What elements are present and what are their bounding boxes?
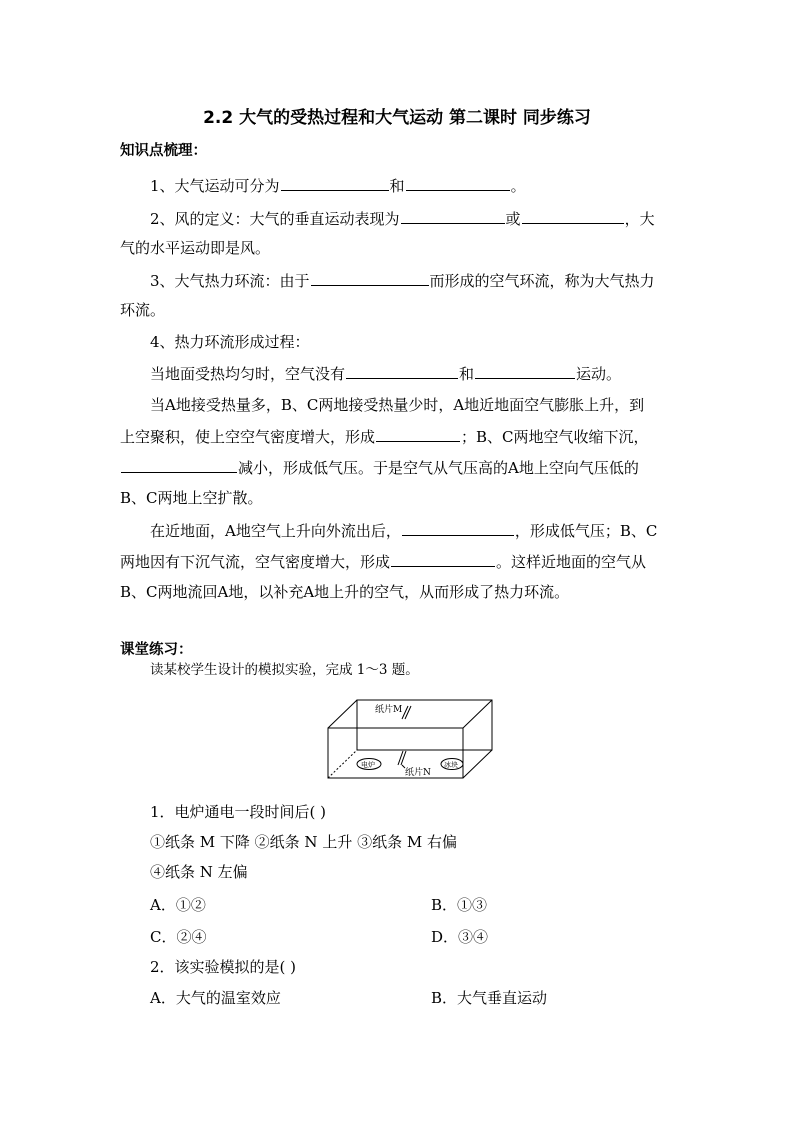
blank-4f bbox=[391, 551, 495, 567]
knowledge-item-4-p2-line4: B、C两地上空扩散。 bbox=[120, 489, 263, 507]
practice-q2-stem: 2．该实验模拟的是( ) bbox=[150, 958, 297, 976]
blank-4e bbox=[402, 520, 514, 536]
blank-4c bbox=[376, 426, 460, 442]
blank-4b bbox=[475, 363, 575, 379]
practice-q1-stem: 1．电炉通电一段时间后( ) bbox=[150, 803, 327, 821]
page-title: 2.2 大气的受热过程和大气运动 第二课时 同步练习 bbox=[203, 108, 591, 128]
paper-m bbox=[402, 706, 408, 719]
knowledge-item-4-p3-line1: 在近地面，A地空气上升向外流出后， ，形成低气压；B、C bbox=[150, 522, 658, 540]
practice-q1-choice-d[interactable]: D．③④ bbox=[431, 928, 489, 946]
knowledge-item-4-p3-line3: B、C两地流回A地，以补充A地上升的空气，从而形成了热力环流。 bbox=[120, 583, 570, 601]
section-heading-knowledge: 知识点梳理： bbox=[120, 142, 207, 159]
knowledge-item-4-p2-line2: 上空聚积，使上空空气密度增大，形成 ；B、C两地空气收缩下沉， bbox=[120, 428, 649, 446]
practice-q1-options-line1: ①纸条 M 下降 ②纸条 N 上升 ③纸条 M 右偏 bbox=[150, 833, 457, 851]
practice-q2-choice-b[interactable]: B．大气垂直运动 bbox=[431, 989, 548, 1007]
practice-intro: 读某校学生设计的模拟实验，完成 1～3 题。 bbox=[150, 662, 419, 678]
practice-q1-choice-c[interactable]: C．②④ bbox=[150, 928, 207, 946]
label-paper-m: 纸片M bbox=[375, 705, 403, 715]
section-heading-practice: 课堂练习： bbox=[120, 641, 193, 658]
knowledge-item-1: 1、大气运动可分为 和 。 bbox=[150, 177, 526, 195]
blank-1a bbox=[281, 175, 389, 191]
knowledge-item-4-p2-line3: 减小，形成低气压。于是空气从气压高的A地上空向气压低的 bbox=[120, 457, 639, 478]
blank-2a bbox=[401, 208, 505, 224]
knowledge-item-2-line2: 气的水平运动即是风。 bbox=[120, 239, 271, 257]
box-front-face bbox=[328, 728, 463, 778]
knowledge-item-4-p1: 当地面受热均匀时，空气没有 和 运动。 bbox=[150, 365, 622, 383]
blank-4a bbox=[346, 363, 458, 379]
knowledge-item-3: 3、大气热力环流：由于 而形成的空气环流，称为大气热力 bbox=[150, 272, 655, 290]
blank-4d bbox=[121, 457, 237, 473]
blank-1b bbox=[406, 175, 510, 191]
practice-q2-choice-a[interactable]: A．大气的温室效应 bbox=[150, 989, 281, 1007]
practice-q1-options-line2: ④纸条 N 左偏 bbox=[150, 863, 248, 881]
blank-3 bbox=[311, 270, 429, 286]
label-ice: 冰块 bbox=[444, 761, 458, 769]
knowledge-item-4-title: 4、热力环流形成过程： bbox=[150, 333, 310, 351]
knowledge-item-4-p3-line2: 两地因有下沉气流，空气密度增大，形成 。这样近地面的空气从 bbox=[120, 553, 647, 571]
knowledge-item-2: 2、风的定义：大气的垂直运动表现为 或 ，大 bbox=[150, 210, 655, 228]
experiment-figure bbox=[325, 695, 495, 785]
knowledge-item-4-p2-line1: 当A地接受热量多，B、C两地接受热量少时，A地近地面空气膨胀上升，到 bbox=[150, 396, 645, 414]
label-paper-n: 纸片N bbox=[405, 768, 431, 778]
blank-2b bbox=[522, 208, 624, 224]
practice-q1-choice-b[interactable]: B．①③ bbox=[431, 896, 488, 914]
knowledge-item-3-line2: 环流。 bbox=[120, 301, 166, 319]
practice-q1-choice-a[interactable]: A．①② bbox=[150, 896, 206, 914]
label-stove: 电炉 bbox=[361, 761, 375, 769]
